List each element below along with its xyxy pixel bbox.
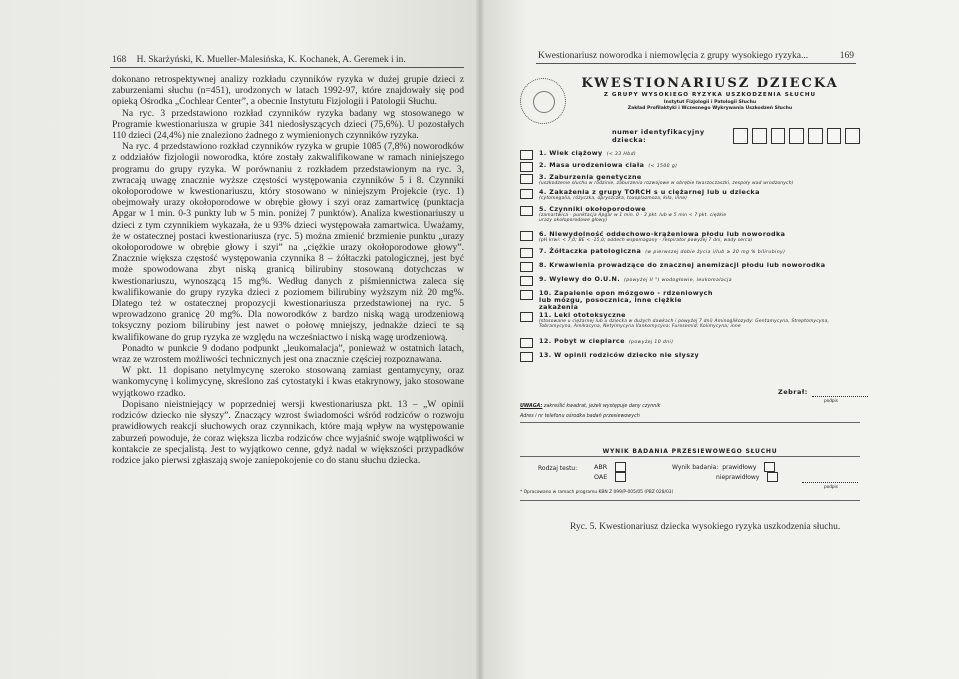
form-institute: Instytut Fizjologii i Patologii Słuchu bbox=[663, 100, 757, 105]
risk-checkbox[interactable] bbox=[520, 276, 533, 286]
id-digit-box[interactable] bbox=[771, 128, 786, 144]
risk-label: 7. Żółtaczka patologiczna bbox=[539, 247, 642, 255]
risk-note: (< 33 Hbd) bbox=[606, 152, 637, 157]
left-page-number: 168 bbox=[112, 55, 127, 65]
result-abnormal-label: nieprawidłowy bbox=[716, 473, 760, 481]
left-running-head-text: H. Skarżyński, K. Mueller-Malesińska, K. Kochanek, A. Geremek i in. bbox=[136, 55, 406, 65]
risk-label: 1. Wiek ciążowy bbox=[539, 149, 603, 157]
risk-item-5 bbox=[520, 206, 739, 224]
risk-label: 11. Leki ototoksyczne bbox=[539, 311, 626, 319]
risk-note: (< 1500 g) bbox=[648, 164, 678, 169]
risk-note: (cytomegalia, różyczka, opryszczka, toxoplazmoza, kiła, inne) bbox=[539, 196, 688, 202]
risk-note: (pH krwi: < 7,0; BE < -15,0; oddech wspomagany - respirator powyżej 7 dni, wady serca) bbox=[539, 238, 753, 244]
id-number-row bbox=[612, 128, 860, 144]
risk-item-1 bbox=[520, 150, 636, 160]
risk-checkbox[interactable] bbox=[520, 231, 533, 241]
risk-note: (stosowane u ciężarnej lub u dziecka w dużych dawkach i powyżej 7 dni) Aminoglikozydy: Gentamycyna, Streptomycyna, Tobramycyna, Amikacyna, Netylmycyna Vankomycyna; Furosemid; Kolimycyna; inne bbox=[539, 319, 830, 330]
form-footnote: * Opracowano w ramach programu KBN Z 099/P-005/05 (PBZ 028/03) bbox=[520, 490, 674, 495]
left-head-rule bbox=[110, 67, 464, 68]
test-abr-checkbox[interactable] bbox=[615, 462, 626, 472]
signature-line[interactable] bbox=[812, 396, 868, 397]
institute-logo-icon bbox=[520, 78, 566, 124]
risk-item-10 bbox=[520, 290, 719, 312]
risk-note: (powyżej 10 dni) bbox=[628, 340, 674, 345]
result-normal-option bbox=[672, 462, 775, 472]
risk-item-6 bbox=[520, 231, 785, 243]
risk-item-2 bbox=[520, 162, 677, 172]
test-type-label: Rodzaj testu: bbox=[538, 465, 578, 472]
right-page-number: 169 bbox=[839, 51, 854, 61]
result-abnormal-checkbox[interactable] bbox=[767, 472, 778, 482]
risk-item-13 bbox=[520, 352, 699, 362]
paragraph: Na ryc. 4 przedstawiono rozkład czynników ryzyka w grupie 1085 (7,8%) noworodków z oddziałów fizjologii noworodka, które zostały zakwalifikowane w ramach niniejszego programu do grupy ryzyka. W porównaniu z rozkładem przedstawionym na ryc. 3, zwracają uwagę znacznie wyższe częstości występowania czynników 5 i 8. Czynniki okołoporodowe w kwestionariuszu, który stosowano w niniejszym Projekcie (ryc. 1) obejmowały urazy okołoporodowe w obrębie głowy i szyi oraz zamartwicę (punktacja Apgar w 1 min. 0-3 punkty lub w 5 min. poniżej 7 punktów). Analiza kwestionariuszy u dzieci z tym czynnikiem wykazała, że u 93% dzieci występowała zamartwica. Uważamy, że w ostatecznej postaci kwestionariusza (ryc. 5) można zmienić brzmienie punktu „urazy okołoporodowe w obrębie głowy i szyi” na „ciężkie urazy okołoporodowe głowy”. Znacznie większa częstość występowania czynnika 8 – żółtaczki patologicznej, jest być może spowodowana zbyt niską granicą bilirubiny stosowaną dotychczas w kwestionariuszu, wynoszącą 15 mg%. Według danych z piśmiennictwa zaleca się kwalifikowanie do grupy ryzyka dzieci z poziomem bilirubiny wyższym niż 20 mg%. Dlatego też w ostatecznej propozycji kwestionariusza przedstawionej na ryc. 5 wprowadzono granicę 20 mg%. Dla noworodków z bardzo niską wagą urodzeniową toksyczny poziom bilirubiny jest nawet o połowę mniejszy, jednakże dzieci te są kwalifikowane do grup ryzyka ze względu na wcześniactwo i niską wagę urodzeniową. bbox=[112, 141, 464, 343]
risk-checkbox[interactable] bbox=[520, 248, 533, 258]
id-label: numer identyfikacyjny dziecka: bbox=[612, 128, 705, 144]
right-head-rule bbox=[536, 63, 856, 64]
id-digit-box[interactable] bbox=[752, 128, 767, 144]
risk-label: 9. Wylewy do O.U.N. bbox=[539, 275, 621, 283]
id-digit-box[interactable] bbox=[789, 128, 804, 144]
risk-label: 10. Zapalenie opon mózgowo - rdzeniowych lub mózgu, posocznica, inne ciężkie zakażenia bbox=[539, 289, 713, 312]
paragraph: Ponadto w punkcie 9 dodano podpunkt „leukomalacja”, ponieważ w ostatnich latach, wraz ze wzrostem możliwości technicznych jest ona znacznie częściej rozpoznawana. bbox=[112, 342, 464, 366]
risk-label: 2. Masa urodzeniowa ciała bbox=[539, 161, 645, 169]
paragraph: Na ryc. 3 przedstawiono rozkład czynników ryzyka badany wg stosowanego w Programie kwestionariusza w grupie 341 niedosłyszących dzieci (75,6%). U pozostałych 110 dzieci (24,4%) nie znaleziono żadnego z wymienionych czynników ryzyka. bbox=[112, 107, 464, 142]
risk-label: 5. Czynniki okołoporodowe bbox=[539, 205, 646, 213]
result-normal-label: prawidłowy bbox=[722, 463, 757, 471]
risk-checkbox[interactable] bbox=[520, 162, 533, 172]
test-abr-option bbox=[594, 462, 626, 472]
logo-center-icon bbox=[533, 91, 555, 113]
note-label: UWAGA: bbox=[520, 404, 543, 409]
risk-item-8 bbox=[520, 262, 825, 272]
risk-label: 12. Pobyt w cieplarce bbox=[539, 337, 625, 345]
left-body-text bbox=[112, 74, 464, 466]
risk-item-12 bbox=[520, 338, 673, 348]
form-bottom-rule bbox=[520, 500, 860, 501]
risk-checkbox[interactable] bbox=[520, 262, 533, 272]
address-rule bbox=[520, 422, 860, 423]
signature-caption: podpis bbox=[824, 398, 838, 403]
risk-note: (zamartwica - punktacja Apgar w 1 min. 0 - 3 pkt. lub w 5 min < 7 pkt. ciężkie urazy okołoporodowe głowy) bbox=[539, 213, 727, 224]
paragraph: W pkt. 11 dopisano netylmycynę szeroko stosowaną zamiast gentamycyny, oraz wankomycynę i kolimycynę, skreślono zaś cytostatyki i kwas etakrynowy, jako stosowane wyjątkowo rzadko. bbox=[112, 365, 464, 399]
signature-caption: podpis bbox=[824, 484, 838, 489]
book-gutter bbox=[476, 0, 484, 679]
risk-label: 4. Zakażenia z grupy TORCH s u ciężarnej lub u dziecka bbox=[539, 188, 760, 196]
risk-checkbox[interactable] bbox=[520, 312, 533, 322]
id-digit-box[interactable] bbox=[845, 128, 860, 144]
right-running-head bbox=[538, 51, 854, 61]
screening-center-address: Adres i nr telefonu ośrodka badań przesiewowych bbox=[520, 414, 640, 419]
test-oae-option bbox=[594, 472, 626, 482]
result-abnormal-option bbox=[716, 472, 778, 482]
result-rule bbox=[520, 456, 860, 457]
risk-checkbox[interactable] bbox=[520, 338, 533, 348]
risk-checkbox[interactable] bbox=[520, 174, 533, 184]
note-line bbox=[520, 404, 660, 409]
paragraph: Dopisano nieistniejący w poprzedniej wersji kwestionariusza pkt. 13 – „W opinii rodziców dziecko nie słyszy”. Znaczący wzrost świadomości wśród rodziców o rozwoju prawidłowych reakcji słuchowych oraz czynnikach, które mają wpływ na występowanie zaburzeń powoduje, że coraz większa liczba rodziców chce wyjaśnić swoje wątpliwości w kontakcie ze specjalistą. Jest to wyjątkowo cenne, gdyż nadal w większości przypadków rodzice jako pierwsi zgłaszają swoje zaniepokojenie co do stanu słuchu dziecka. bbox=[112, 398, 464, 466]
risk-item-3 bbox=[520, 174, 794, 186]
figure-caption: Ryc. 5. Kwestionariusz dziecka wysokiego ryzyka uszkodzenia słuchu. bbox=[570, 522, 841, 532]
id-digit-box[interactable] bbox=[733, 128, 748, 144]
risk-note: (uszkodzenie słuchu w rodzinie, zaburzenia rozwojowe w obrębie twarzoczaszki, zespoły wad wrodzonych) bbox=[539, 181, 794, 187]
result-label: Wynik badania: bbox=[672, 463, 719, 471]
test-oae-label: OAE bbox=[594, 473, 608, 481]
risk-note: (powyżej II °) wodogłowie, leukomalacja bbox=[624, 278, 732, 283]
risk-item-4 bbox=[520, 189, 760, 201]
risk-label: 3. Zaburzenia genetyczne bbox=[539, 173, 642, 181]
risk-item-9 bbox=[520, 276, 732, 286]
id-digit-box[interactable] bbox=[827, 128, 842, 144]
note-text: zakreślić kwadrat, jeżeli występuje dany czynnik bbox=[543, 404, 661, 409]
form-subtitle: Z GRUPY WYSOKIEGO RYZYKA USZKODZENIA SŁUCHU bbox=[603, 92, 817, 98]
risk-checkbox[interactable] bbox=[520, 150, 533, 160]
risk-checkbox[interactable] bbox=[520, 206, 533, 216]
result-normal-checkbox[interactable] bbox=[764, 462, 775, 472]
risk-label: 6. Niewydolność oddechowo-krążeniowa płodu lub noworodka bbox=[539, 230, 786, 238]
risk-checkbox[interactable] bbox=[520, 352, 533, 362]
test-abr-label: ABR bbox=[594, 463, 608, 471]
risk-label: 8. Krwawienia prowadzące do znacznej anemizacji płodu lub noworodka bbox=[539, 261, 826, 269]
paragraph: dokonano retrospektywnej analizy rozkładu czynników ryzyka w dużej grupie dzieci z zaburzeniami słuchu (n=451), urodzonych w latach 1992-97, które znajdowały się pod opieką Ośrodka „Cochlear Center”, a obecnie Instytutu Fizjologii i Patologii Słuchu. bbox=[112, 74, 464, 108]
risk-label: 13. W opinii rodziców dziecko nie słyszy bbox=[539, 351, 700, 359]
risk-item-11 bbox=[520, 312, 859, 330]
left-running-head bbox=[112, 55, 406, 65]
right-running-head-text: Kwestionariusz noworodka i niemowlęcia z grupy wysokiego ryzyka... bbox=[538, 51, 809, 61]
id-digit-box[interactable] bbox=[808, 128, 823, 144]
risk-note: (w pierwszej dobie życia i/lub ≥ 20 mg % bilirubiny) bbox=[645, 250, 786, 255]
risk-checkbox[interactable] bbox=[520, 189, 533, 199]
collected-by-label: Zebrał: bbox=[778, 388, 808, 396]
test-oae-checkbox[interactable] bbox=[615, 472, 626, 482]
risk-item-7 bbox=[520, 248, 785, 258]
form-title: KWESTIONARIUSZ DZIECKA bbox=[581, 76, 839, 91]
signature-line[interactable] bbox=[802, 482, 858, 483]
risk-checkbox[interactable] bbox=[520, 290, 533, 300]
screening-result-title: WYNIK BADANIA PRZESIEWOWEGO SŁUCHU bbox=[602, 448, 778, 455]
form-department: Zakład Profilaktyki i Wczesnego Wykrywania Uszkodzeń Słuchu bbox=[627, 106, 793, 111]
